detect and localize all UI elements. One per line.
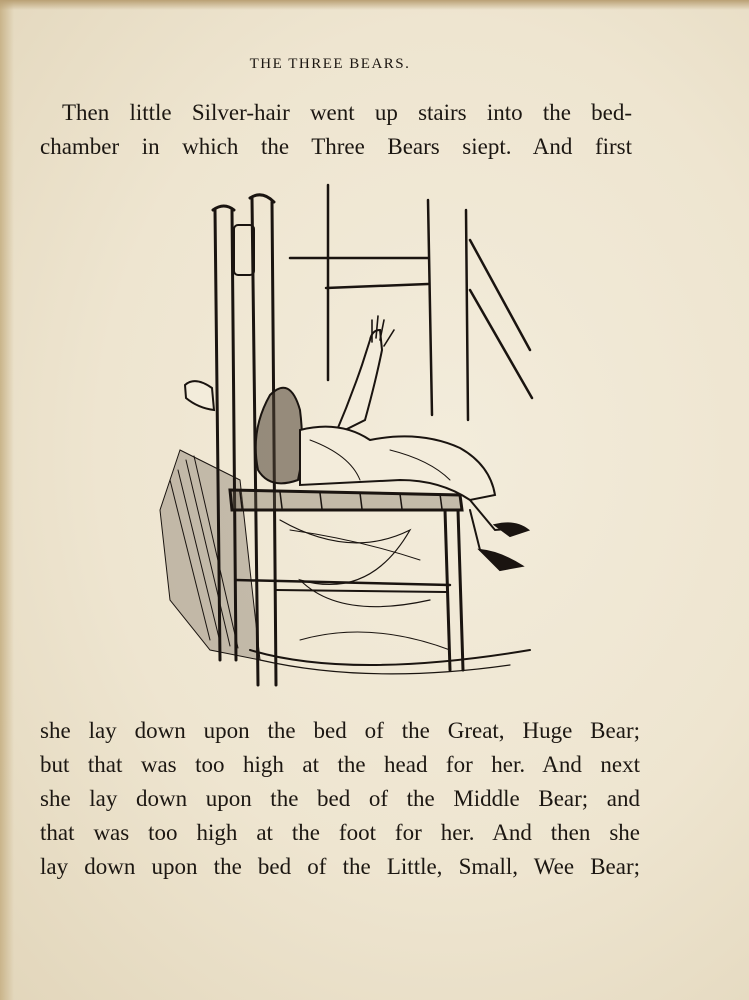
running-head: THE THREE BEARS. xyxy=(249,56,411,72)
window-frame xyxy=(290,185,532,420)
illustration-girl-in-chair xyxy=(150,180,550,690)
text-line: chamber in which the Three Bears siept. And first xyxy=(40,134,632,159)
top-paragraph xyxy=(40,96,632,164)
text-line: she lay down upon the bed of the Great, Huge Bear; xyxy=(40,718,640,743)
page-edge-shadow xyxy=(0,0,14,1000)
page-top-shadow xyxy=(0,0,749,10)
text-line: Then little Silver-hair went up stairs into the bed- xyxy=(62,100,632,125)
text-line: that was too high at the foot for her. And then she xyxy=(40,820,640,845)
engraving xyxy=(150,180,550,690)
text-line: she lay down upon the bed of the Middle Bear; and xyxy=(40,786,640,811)
bottom-paragraph xyxy=(40,714,640,884)
text-line: lay down upon the bed of the Little, Small, Wee Bear; xyxy=(40,854,640,879)
text-line: but that was too high at the head for her. And next xyxy=(40,752,640,777)
